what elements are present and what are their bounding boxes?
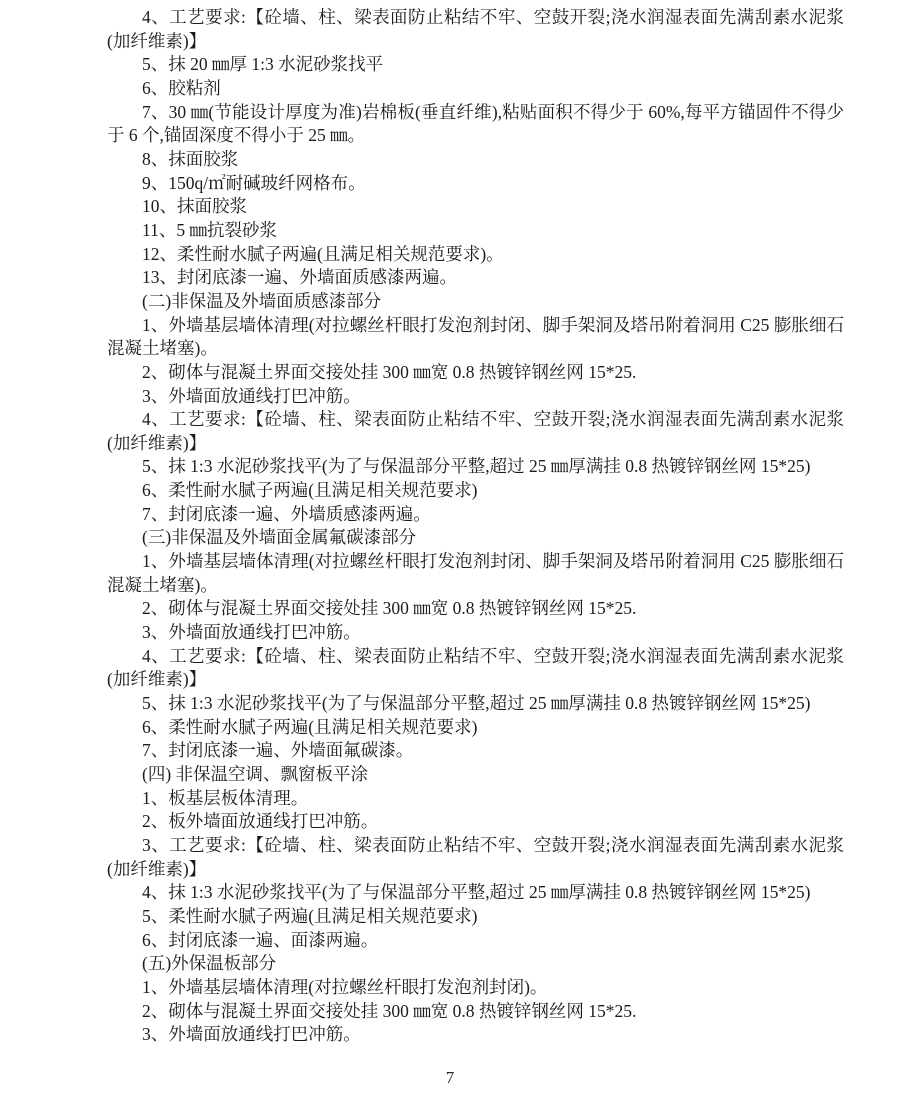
section-heading: (二)非保温及外墙面质感漆部分 [142,290,382,311]
list-item: 4、工艺要求:【砼墙、柱、梁表面防止粘结不牢、空鼓开裂;浇水润湿表面先满刮素水泥浆(加纤维素)】 [107,409,844,453]
list-item: 2、砌体与混凝土界面交接处挂 300 ㎜宽 0.8 热镀锌钢丝网 15*25. [142,361,637,382]
section-heading: (四) 非保温空调、飘窗板平涂 [142,764,369,784]
list-item: 2、砌体与混凝土界面交接处挂 300 ㎜宽 0.8 热镀锌钢丝网 15*25. [142,1000,637,1021]
list-item: 3、外墙面放通线打巴冲筋。 [142,1024,361,1045]
list-item: 3、外墙面放通线打巴冲筋。 [142,622,361,643]
list-item: 4、工艺要求:【砼墙、柱、梁表面防止粘结不牢、空鼓开裂;浇水润湿表面先满刮素水泥浆(加纤维素)】 [107,645,844,690]
list-item: 8、抹面胶浆 [142,148,239,169]
list-item: 6、柔性耐水腻子两遍(且满足相关规范要求) [142,716,478,737]
list-item: 13、封闭底漆一遍、外墙面质感漆两遍。 [142,267,457,288]
list-item: 1、板基层板体清理。 [142,787,309,808]
list-item: 3、工艺要求:【砼墙、柱、梁表面防止粘结不牢、空鼓开裂;浇水润湿表面先满刮素水泥浆(加纤维素)】 [107,834,844,879]
list-item: 1、外墙基层墙体清理(对拉螺丝杆眼打发泡剂封闭)。 [142,976,548,997]
list-item: 6、封闭底漆一遍、面漆两遍。 [142,929,379,950]
list-item: 5、柔性耐水腻子两遍(且满足相关规范要求) [142,905,478,926]
list-item: 4、工艺要求:【砼墙、柱、梁表面防止粘结不牢、空鼓开裂;浇水润湿表面先满刮素水泥浆(加纤维素)】 [107,7,844,51]
list-item: 9、150q/㎡耐碱玻纤网格布。 [142,172,366,193]
list-item: 5、抹 1:3 水泥砂浆找平(为了与保温部分平整,超过 25 ㎜厚满挂 0.8 热镀锌钢丝网 15*25) [142,456,811,477]
paragraph-list [107,6,844,1047]
list-item: 1、外墙基层墙体清理(对拉螺丝杆眼打发泡剂封闭、脚手架洞及塔吊附着洞用 C25 膨胀细石混凝土堵塞)。 [107,314,844,359]
list-item: 3、外墙面放通线打巴冲筋。 [142,385,361,406]
list-item: 5、抹 20 ㎜厚 1:3 水泥砂浆找平 [142,54,384,75]
page-number: 7 [445,1068,455,1087]
section-heading: (五)外保温板部分 [142,953,277,974]
list-item: 12、柔性耐水腻子两遍(且满足相关规范要求)。 [142,243,504,264]
list-item: 6、柔性耐水腻子两遍(且满足相关规范要求) [142,480,478,501]
list-item: 11、5 ㎜抗裂砂浆 [142,219,277,240]
list-item: 4、抹 1:3 水泥砂浆找平(为了与保温部分平整,超过 25 ㎜厚满挂 0.8 热镀锌钢丝网 15*25) [142,882,811,903]
list-item: 1、外墙基层墙体清理(对拉螺丝杆眼打发泡剂封闭、脚手架洞及塔吊附着洞用 C25 膨胀细石混凝土堵塞)。 [107,551,844,595]
list-item: 5、抹 1:3 水泥砂浆找平(为了与保温部分平整,超过 25 ㎜厚满挂 0.8 热镀锌钢丝网 15*25) [142,693,811,714]
list-item: 2、板外墙面放通线打巴冲筋。 [142,811,379,832]
page-footer [0,1066,900,1090]
list-item: 2、砌体与混凝土界面交接处挂 300 ㎜宽 0.8 热镀锌钢丝网 15*25. [142,598,637,619]
section-heading: (三)非保温及外墙面金属氟碳漆部分 [142,527,417,548]
list-item: 7、30 ㎜(节能设计厚度为准)岩棉板(垂直纤维),粘贴面积不得少于 60%,每平方锚固件不得少于 6 个,锚固深度不得小于 25 ㎜。 [107,101,844,146]
list-item: 7、封闭底漆一遍、外墙面氟碳漆。 [142,740,414,761]
list-item: 10、抹面胶浆 [142,196,247,217]
list-item: 6、胶粘剂 [142,77,221,98]
list-item: 7、封闭底漆一遍、外墙质感漆两遍。 [142,503,431,524]
